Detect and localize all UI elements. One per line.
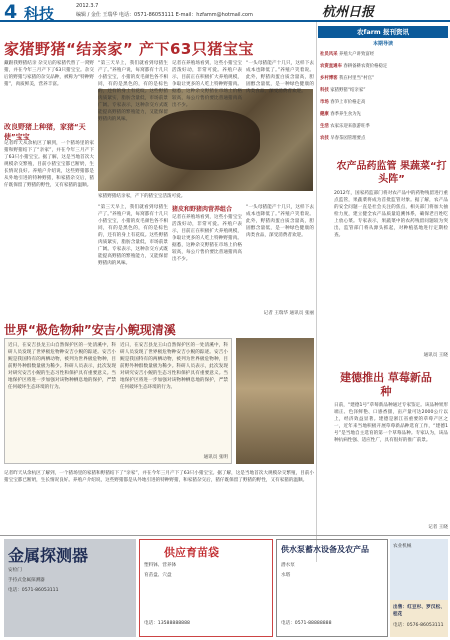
ad-line: 潜水泵 — [281, 563, 295, 568]
editor-line: 编辑 / 金仕 王瑞华 电话：0571-86053111 E-mail：hzfamm@hotmail.com — [76, 12, 253, 18]
ad-line: 农业机械 — [393, 544, 412, 549]
ad-seedling-bags[interactable] — [139, 539, 273, 637]
sidebar-tab: 本期导读 — [372, 41, 393, 47]
main-byline: 记者 王瑞华 通讯员 张丽 — [263, 311, 314, 316]
right-article-1-body: 2012年，国家药监部门将对农产品中的药物残留进行重点监管，果蔬菜将成为首批监管对象。据了解，农产品的安全问题一直是社会关注的焦点，相关部门将加大抽检力度，建立健全农产品质量追溯体系，确保老百姓吃上放心菜。专家表示，果蔬菜中的农药残留问题较为突出，监管部门将从源头抓起，对种植基地进行定期检查。 — [334, 191, 448, 238]
ad-phone: 电话：0576-86053111 — [393, 623, 444, 628]
right-article-2-body: 日前，“建德1号”草莓新品种通过专家鉴定。该品种果形端正、色泽鲜艳、口感香甜，亩产量可达2000公斤以上，经济效益显著。建德是浙江省重要的草莓产区之一，近年来当地积极开展草莓新品种选育工作，“建德1号”是当地自主选育的第一个草莓品种。专家认为，该品种抗病性强、适应性广，具有很好的推广前景。 — [334, 403, 448, 443]
bottom-extra-text: 记者昨天从余杭区了解到，一个猪场里的家猪和野猪结下了“亲家”，并在今年三月产下了63只小猪宝宝。据了解，这是当地首次大规模杂交繁殖，目前小猪宝宝都已断奶，生长情况良好。养殖户介绍说，这些野猪都是从外地引进的特种野猪，和家猪杂交后，猪仔既保留了野猪的野性，又有家猪的温顺。 — [4, 471, 314, 483]
subhead-2: 猪皮和野猪肉营养组合 — [172, 206, 233, 213]
lead-paragraph: 藏跟我野猪结亲 杂交后的家猪代替了一窝野猪，并在今年三月产下了63只猪宝宝。杂交后的野猪与家猪的杂交品种，被称为“特种野猪”，肉质鲜美，营养丰富。 — [4, 61, 94, 87]
ad-phone: 电话：0571-86053111 — [8, 588, 59, 593]
right-headline-2: 建德推出 草莓新品种 — [340, 371, 432, 398]
article-col-3: 记者在养殖场看到，这些小猪宝宝活泼好动，非常可爱。养殖户表示，目前正在积极扩大养殖规模，争取让更多的人吃上特种野猪肉。据悉，这种杂交野猪在市场上价格较高，每公斤售价要比普通猪肉高出不少。 — [172, 215, 242, 262]
ad-water-pump[interactable] — [276, 539, 388, 637]
bottom-article-body-1: 近日，在安吉县龙王山自然保护区的一处清溪中，科研人员发现了世界极危物种安吉小鲵的踪迹。安吉小鲵是我国特有的两栖动物，被列为世界极危物种，目前野外种群数量极为稀少。科研人员表示，此次发现对研究安吉小鲵的生态习性和保护具有重要意义。当地保护区将进一步加强对该物种栖息地的保护，严禁任何破坏生态环境的行为。 — [8, 343, 116, 390]
sidebar-item[interactable]: 生活 农家乐迎来旅游旺季 — [320, 124, 370, 129]
right-headline-1: 农产品药监管 果蔬菜“打头阵” — [336, 161, 447, 185]
article-col-4: “一头母猪能产十几只，这样下去成本也降低了。”养殖户笑着说。此外，野猪肉蛋白质含量高，胆固醇含量低，是一种绿色健康的肉类食品，深受消费者欢迎。 — [246, 205, 314, 238]
ad-title: 供应育苗袋 — [164, 546, 219, 559]
date-line: 2012.3.7 — [76, 3, 99, 9]
ad-line: 出售：红豆杉、罗汉松、桂花 — [393, 605, 445, 617]
article-col-3-top: 记者在养殖场看到，这些小猪宝宝活泼好动，非常可爱。养殖户表示，目前正在积极扩大养殖规模，争取让更多的人吃上特种野猪肉。据悉，这种杂交野猪在市场上价格较高，每公斤售价要比普通猪肉高出不少。 — [172, 61, 242, 108]
ad-line: 塑料钵、营养钵 — [144, 563, 177, 568]
ad-title: 金属探测器 — [8, 546, 89, 565]
salamander-photo — [236, 338, 314, 464]
ad-line: 手持式金属探测器 — [8, 578, 45, 583]
right-article-2-byline: 记者 王晓 — [428, 525, 448, 530]
article-col-4-top: “一头母猪能产十几只，这样下去成本也降低了。”养殖户笑着说。此外，野猪肉蛋白质含量高，胆固醇含量低，是一种绿色健康的肉类食品，深受消费者欢迎。 — [246, 61, 314, 94]
subhead-1: 改良野猪上种猪，家猪“天使”宝宝 — [4, 123, 86, 141]
ad-phone: 电话：13588888888 — [144, 621, 190, 626]
bottom-article-body-2: 近日，在安吉县龙王山自然保护区的一处清溪中，科研人员发现了世界极危物种安吉小鲵的踪迹。安吉小鲵是我国特有的两栖动物，被列为世界极危物种，目前野外种群数量极为稀少。科研人员表示，此次发现对研究安吉小鲵的生态习性和保护具有重要意义。当地保护区将进一步加强对该物种栖息地的保护，严禁任何破坏生态环境的行为。 — [120, 343, 228, 390]
ad-metal-detector[interactable] — [4, 539, 136, 637]
sidebar-item[interactable]: 社员风采 养殖大户讲致富经 — [320, 52, 375, 57]
article-col-1: 记者昨天从余杭区了解到，一个猪场里的家猪和野猪结下了“亲家”，并在今年三月产下了63只小猪宝宝。据了解，这是当地首次大规模杂交繁殖，目前小猪宝宝都已断奶，生长情况良好。养殖户介绍说，这些野猪都是从外地引进的特种野猪，和家猪杂交后，猪仔既保留了野猪的野性，又有家猪的温顺。 — [4, 141, 94, 188]
sidebar-item[interactable]: 健康 春季养生食为先 — [320, 112, 361, 117]
section-title: 科技 — [24, 5, 55, 23]
right-article-1-byline: 通讯员 王晓 — [423, 353, 448, 358]
article-col-2-top: “第三天早上，我们就看到母猪生产了。”养殖户说，每窝都有十几只小猪宝宝，小猪的皮毛颜色各不相同，有的是黑色的，有的是棕色的，还有的身上有花纹。这些野猪肉质紧实，脂肪含量低，市场前景广阔。专家表示，这种杂交方式既能提高野猪的繁殖能力，又能保留野猪肉的风味。 — [98, 61, 168, 122]
article-col-2: “第三天早上，我们就看到母猪生产了。”养殖户说，每窝都有十几只小猪宝宝，小猪的皮毛颜色各不相同，有的是黑色的，有的是棕色的，还有的身上有花纹。这些野猪肉质紧实，脂肪含量低，市场前景广阔。专家表示，这种杂交方式既能提高野猪的繁殖能力，又能保留野猪肉的风味。 — [98, 205, 168, 266]
masthead: 杭州日报 — [322, 5, 375, 20]
sidebar-item[interactable]: 农技 早春茶园管理要点 — [320, 136, 366, 141]
ad-trees[interactable] — [390, 600, 448, 637]
bottom-byline: 通讯员 张明 — [203, 455, 228, 460]
sidebar-item[interactable]: 科技 家猪野猪“结亲家” — [320, 88, 366, 93]
sidebar-item[interactable]: 农资直通车 春耕备耕农资价格稳定 — [320, 64, 388, 69]
ad-line: 水塔 — [281, 573, 291, 578]
bottom-headline: 世界“极危物种”安吉小鲵现清溪 — [4, 323, 176, 337]
pig-figure — [150, 110, 260, 170]
ad-line: 育苗盘、穴盘 — [144, 573, 172, 578]
ad-title: 供水泵蓄水设备及农产品 — [281, 545, 369, 554]
ad-line: 安检门 — [8, 568, 22, 573]
main-headline: 家猪野猪“结亲家” 产下63只猪宝宝 — [4, 40, 254, 58]
page-number: 4 — [4, 1, 18, 23]
sidebar-item[interactable]: 乡村博客 我在村里当“村官” — [320, 76, 375, 81]
photo-caption: 家猪野猪结亲家，产下的猪宝宝活泼可爱。 — [98, 194, 186, 199]
ad-phone: 电话：0571-88888888 — [281, 621, 332, 626]
sidebar-title: 农farm 报刊资讯 — [318, 26, 448, 38]
sidebar-item[interactable]: 市场 春笋上市价格走高 — [320, 100, 366, 105]
